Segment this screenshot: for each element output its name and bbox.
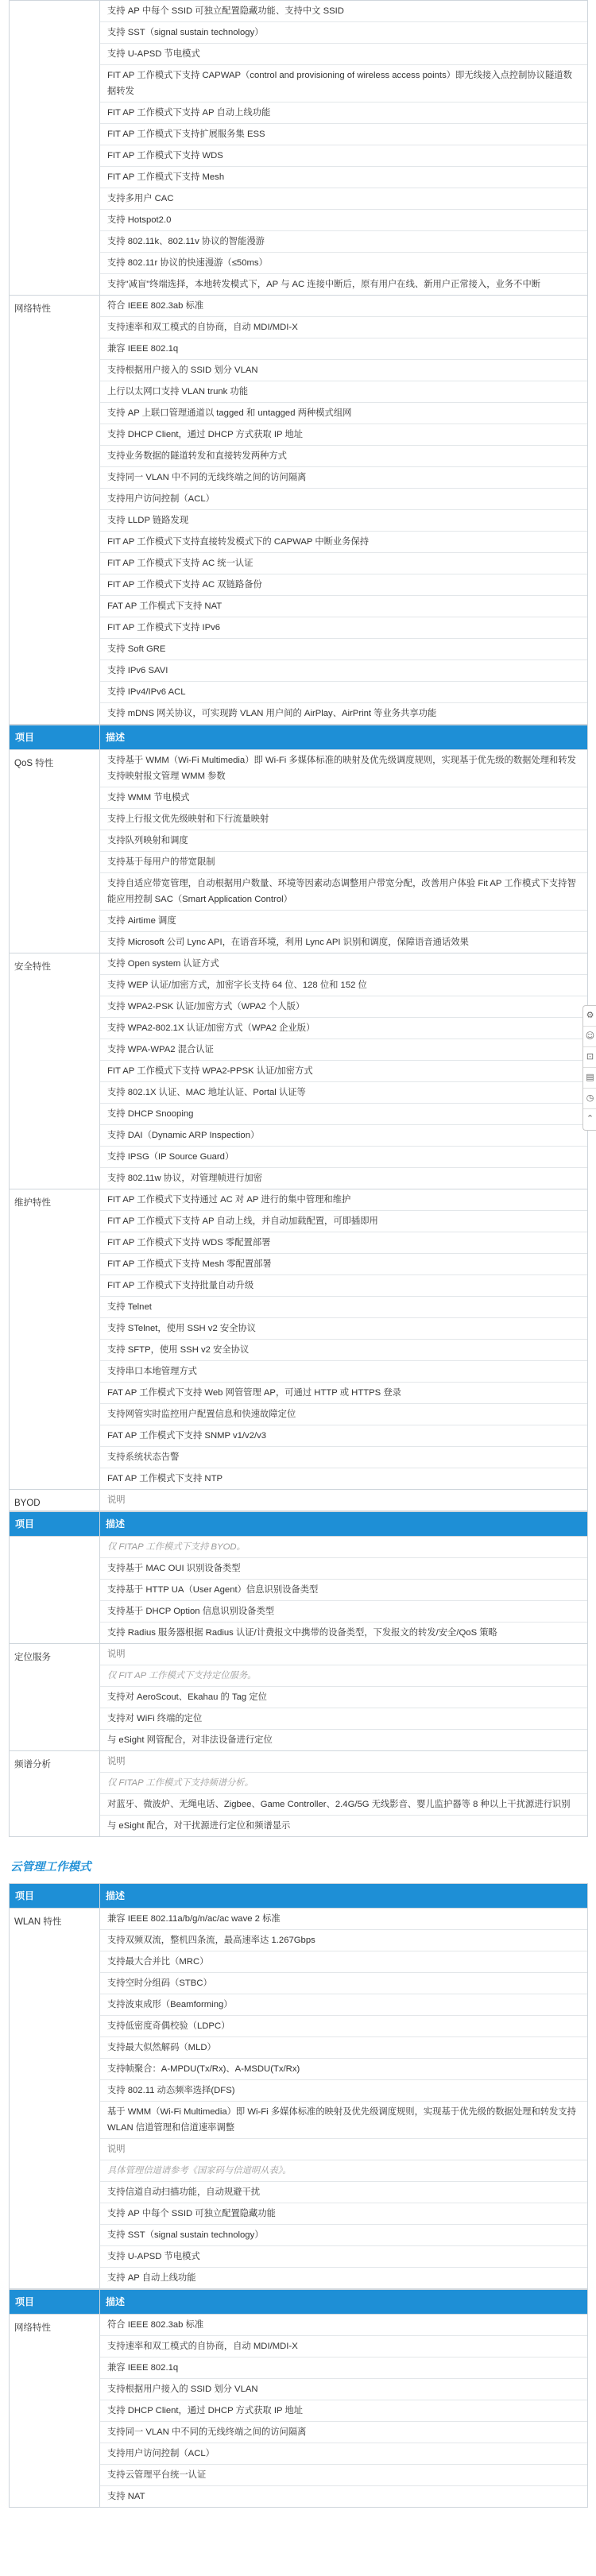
value-line: 支持 IPv4/IPv6 ACL: [100, 682, 587, 703]
table-row: [10, 1189, 588, 1490]
value-line: 支持系统状态告警: [100, 1447, 587, 1468]
value-line: 兼容 IEEE 802.1q: [100, 2357, 587, 2379]
row-value: [100, 2315, 588, 2508]
value-line: 支持基于 WMM（Wi-Fi Multimedia）即 Wi-Fi 多媒体标准的映射及优先级调度规则，实现基于优先级的数据处理和转发支持映射报文管理 WMM 参数: [100, 750, 587, 787]
value-line: FAT AP 工作模式下支持 Web 网管管理 AP，可通过 HTTP 或 HTTPS 登录: [100, 1383, 587, 1404]
value-line: 支持低密度奇偶校验（LDPC）: [100, 2016, 587, 2037]
value-line: 支持最大合并比（MRC）: [100, 1951, 587, 1973]
row-key: 定位服务: [10, 1644, 100, 1751]
table-row: [10, 296, 588, 725]
clock-icon[interactable]: ◷: [583, 1089, 596, 1109]
value-line: 支持 Soft GRE: [100, 639, 587, 660]
value-line: 支持 WMM 节电模式: [100, 787, 587, 809]
floating-toolbar: [582, 1005, 596, 1131]
row-value: [100, 1909, 588, 2289]
note-text: 仅 FIT AP 工作模式下支持定位服务。: [100, 1665, 587, 1687]
value-line: 支持基于 DHCP Option 信息识别设备类型: [100, 1601, 587, 1623]
spec-table: [9, 2289, 588, 2508]
value-line: 支持 WPA2-802.1X 认证/加密方式（WPA2 企业版）: [100, 1018, 587, 1039]
value-line: 兼容 IEEE 802.1q: [100, 338, 587, 360]
value-line: 支持 WEP 认证/加密方式，加密字长支持 64 位、128 位和 152 位: [100, 975, 587, 996]
row-value: [100, 1189, 588, 1490]
table-row: [10, 1909, 588, 2289]
value-line: FIT AP 工作模式下支持 AC 统一认证: [100, 553, 587, 574]
value-line: 支持业务数据的隧道转发和直接转发两种方式: [100, 446, 587, 467]
row-value: [100, 1644, 588, 1751]
value-line: 支持 802.11w 协议，对管理帧进行加密: [107, 1174, 263, 1183]
value-line: 支持 802.11k、802.11v 协议的智能漫游: [100, 231, 587, 253]
header-description: 描述: [100, 1512, 588, 1537]
header-item: 项目: [10, 725, 100, 750]
row-key: WLAN 特性: [10, 1909, 100, 2289]
header-item: 项目: [10, 1512, 100, 1537]
value-line: 支持根据用户接入的 SSID 划分 VLAN: [100, 360, 587, 381]
value-line: FIT AP 工作模式下支持扩展服务集 ESS: [100, 124, 587, 145]
value-line: 支持速率和双工模式的自协商，自动 MDI/MDI-X: [100, 317, 587, 338]
value-line: 支持队列映射和调度: [100, 830, 587, 852]
value-line: 支持速率和双工模式的自协商，自动 MDI/MDI-X: [100, 2336, 587, 2357]
note-text: 具体管理信道请参考《国家码与信道明从表》。: [100, 2160, 587, 2182]
value-line: 支持根据用户接入的 SSID 划分 VLAN: [100, 2379, 587, 2400]
value-line: 支持用户访问控制（ACL）: [100, 489, 587, 510]
document-icon[interactable]: ▤: [583, 1068, 596, 1089]
value-line: 支持 802.11r 协议的快速漫游（≤50ms）: [100, 253, 587, 274]
table-header-row: [10, 725, 588, 750]
value-line: 支持 NAT: [107, 2492, 145, 2501]
value-line: 支持对 AeroScout、Ekahau 的 Tag 定位: [100, 1687, 587, 1708]
table-row: [10, 750, 588, 953]
table-row: [10, 953, 588, 1189]
settings-icon[interactable]: ⚙: [583, 1006, 596, 1027]
spec-table: [9, 1883, 588, 2289]
value-line: FIT AP 工作模式下支持 IPv6: [100, 617, 587, 639]
value-line: 支持 AP 上联口管理通道以 tagged 和 untagged 两种模式组网: [100, 403, 587, 424]
value-line: 支持 Airtime 调度: [100, 911, 587, 932]
value-line: 支持同一 VLAN 中不同的无线终端之间的访问隔离: [100, 2422, 587, 2443]
row-value: [100, 1751, 588, 1837]
header-description: 描述: [100, 2290, 588, 2315]
value-line: 支持 WPA2-PSK 认证/加密方式（WPA2 个人版）: [100, 996, 587, 1018]
value-line: 支持信道自动扫描功能，自动规避干扰: [100, 2182, 587, 2203]
value-line: 支持 STelnet，使用 SSH v2 安全协议: [100, 1318, 587, 1340]
value-line: 支持 Telnet: [100, 1297, 587, 1318]
value-line: 支持波束成形（Beamforming）: [100, 1994, 587, 2016]
value-line: FIT AP 工作模式下支持 WDS: [100, 145, 587, 167]
value-line: 基于 WMM（Wi-Fi Multimedia）即 Wi-Fi 多媒体标准的映射及优先级调度规则，实现基于优先级的数据处理和转发支持 WLAN 信道管理和信道速率调整: [100, 2102, 587, 2139]
spec-table: [9, 1511, 588, 1837]
spec-table: [9, 725, 588, 1511]
value-line: 兼容 IEEE 802.11a/b/g/n/ac/ac wave 2 标准: [100, 1909, 587, 1930]
value-line: 支持 AP 中每个 SSID 可独立配置隐藏功能: [100, 2203, 587, 2225]
value-line: FIT AP 工作模式下支持 WPA2-PPSK 认证/加密方式: [100, 1061, 587, 1082]
value-line: 支持 Radius 服务器根据 Radius 认证/计费报文中携带的设备类型，下发报文的转发/安全/QoS 策略: [107, 1628, 497, 1638]
value-line: 支持同一 VLAN 中不同的无线终端之间的访问隔离: [100, 467, 587, 489]
value-line: 支持"减盲"终端选择，本地转发模式下，AP 与 AC 连接中断后，原有用户在线、新用户正常接入，业务不中断: [107, 280, 541, 289]
header-description: 描述: [100, 1884, 588, 1909]
spec-document: [9, 0, 594, 2508]
value-line: 支持空时分组码（STBC）: [100, 1973, 587, 1994]
row-key: 安全特性: [10, 953, 100, 1189]
value-line: 支持 IPSG（IP Source Guard）: [100, 1147, 587, 1168]
value-line: 对蓝牙、微波炉、无绳电话、Zigbee、Game Controller、2.4G/5G 无线影音、婴儿监护器等 8 种以上干扰源进行识别: [100, 1794, 587, 1816]
value-line: 符合 IEEE 802.3ab 标准: [100, 2315, 587, 2336]
value-line: 支持基于每用户的带宽限制: [100, 852, 587, 873]
row-key: 网络特性: [10, 296, 100, 725]
value-line: 上行以太网口支持 VLAN trunk 功能: [100, 381, 587, 403]
row-value: [100, 953, 588, 1189]
table-header-row: [10, 1512, 588, 1537]
table-row: [10, 1, 588, 296]
value-line: FIT AP 工作模式下支持通过 AC 对 AP 进行的集中管理和维护: [100, 1189, 587, 1211]
value-line: 支持 U-APSD 节电模式: [100, 44, 587, 65]
row-value: [100, 296, 588, 725]
row-value: [100, 1490, 588, 1511]
row-value: [100, 750, 588, 953]
value-line: FIT AP 工作模式下支持 AC 双链路备份: [100, 574, 587, 596]
value-line: 支持上行报文优先级映射和下行流量映射: [100, 809, 587, 830]
user-icon[interactable]: ☺: [583, 1027, 596, 1047]
value-line: 支持 Microsoft 公司 Lync API，在语音环境，利用 Lync API 识别和调度，保障语音通话效果: [107, 938, 469, 947]
note-label: 说明: [107, 1495, 126, 1505]
value-line: 支持 DHCP Snooping: [100, 1104, 587, 1125]
row-key: 网络特性: [10, 2315, 100, 2508]
row-value: [100, 1, 588, 296]
value-line: 与 eSight 配合，对干扰源进行定位和频谱显示: [107, 1821, 291, 1831]
table-row: [10, 1537, 588, 1644]
table-header-row: [10, 1884, 588, 1909]
value-line: 与 eSight 网管配合，对非法设备进行定位: [107, 1735, 273, 1745]
value-line: 支持 U-APSD 节电模式: [100, 2246, 587, 2268]
value-line: 支持云管理平台统一认证: [100, 2465, 587, 2486]
spec-table: [9, 0, 588, 725]
row-key: 频谱分析: [10, 1751, 100, 1837]
note-text: 仅 FITAP 工作模式下支持频谱分析。: [100, 1773, 587, 1794]
value-line: 支持自适应带宽管理，自动根据用户数量、环境等因素动态调整用户带宽分配，改善用户体验 Fit AP 工作模式下支持智能应用控制 SAC（Smart Application Control）: [100, 873, 587, 911]
value-line: 支持串口本地管理方式: [100, 1361, 587, 1383]
value-line: FIT AP 工作模式下支持 Mesh 零配置部署: [100, 1254, 587, 1275]
value-line: 支持基于 HTTP UA（User Agent）信息识别设备类型: [100, 1580, 587, 1601]
value-line: FAT AP 工作模式下支持 SNMP v1/v2/v3: [100, 1425, 587, 1447]
table-row: [10, 1644, 588, 1751]
row-key: [10, 1537, 100, 1644]
header-description: 描述: [100, 725, 588, 750]
value-line: FIT AP 工作模式下支持 Mesh: [100, 167, 587, 188]
value-line: 支持 WPA-WPA2 混合认证: [100, 1039, 587, 1061]
header-item: 项目: [10, 2290, 100, 2315]
value-line: 支持 802.11 动态频率选择(DFS): [100, 2080, 587, 2102]
header-item: 项目: [10, 1884, 100, 1909]
value-line: FIT AP 工作模式下支持直接转发模式下的 CAPWAP 中断业务保持: [100, 532, 587, 553]
value-line: FIT AP 工作模式下支持批量自动升级: [100, 1275, 587, 1297]
value-line: 支持 SFTP，使用 SSH v2 安全协议: [100, 1340, 587, 1361]
row-key: BYOD: [10, 1490, 100, 1511]
table-row: [10, 1751, 588, 1837]
value-line: 支持 DAI（Dynamic ARP Inspection）: [100, 1125, 587, 1147]
top-icon[interactable]: ⌃: [586, 1113, 594, 1124]
value-line: 支持多用户 CAC: [100, 188, 587, 210]
table-row: [10, 1490, 588, 1511]
row-key: QoS 特性: [10, 750, 100, 953]
value-line: FIT AP 工作模式下支持 AP 自动上线功能: [100, 102, 587, 124]
note-label: 说明: [100, 1751, 587, 1773]
value-line: 支持 DHCP Client，通过 DHCP 方式获取 IP 地址: [100, 2400, 587, 2422]
row-key: 维护特性: [10, 1189, 100, 1490]
value-line: 支持 LLDP 链路发现: [100, 510, 587, 532]
value-line: 支持 Hotspot2.0: [100, 210, 587, 231]
table-row: [10, 2315, 588, 2508]
value-line: FAT AP 工作模式下支持 NTP: [107, 1474, 223, 1483]
value-line: FIT AP 工作模式下支持 CAPWAP（control and provisioning of wireless access points）即无线接入点控制协议隧道数据转发: [100, 65, 587, 102]
value-line: 支持 SST（signal sustain technology）: [100, 2225, 587, 2246]
value-line: FAT AP 工作模式下支持 NAT: [100, 596, 587, 617]
value-line: 支持 IPv6 SAVI: [100, 660, 587, 682]
note-label: 说明: [100, 1644, 587, 1665]
value-line: 支持基于 MAC OUI 识别设备类型: [100, 1558, 587, 1580]
value-line: 支持双频双流，整机四条流，最高速率达 1.267Gbps: [100, 1930, 587, 1951]
value-line: FIT AP 工作模式下支持 WDS 零配置部署: [100, 1232, 587, 1254]
value-line: 支持 AP 中每个 SSID 可独立配置隐藏功能、支持中文 SSID: [100, 1, 587, 22]
value-line: 支持 Open system 认证方式: [100, 953, 587, 975]
note-text: 仅 FITAP 工作模式下支持 BYOD。: [100, 1537, 587, 1558]
row-value: [100, 1537, 588, 1644]
value-line: 支持帧聚合：A-MPDU(Tx/Rx)、A-MSDU(Tx/Rx): [100, 2059, 587, 2080]
value-line: 支持 802.1X 认证、MAC 地址认证、Portal 认证等: [100, 1082, 587, 1104]
value-line: 支持 mDNS 网关协议，可实现跨 VLAN 用户间的 AirPlay、AirPrint 等业务共享功能: [107, 709, 437, 718]
cart-icon[interactable]: ⊡: [583, 1047, 596, 1068]
section-title: 云管理工作模式: [10, 1861, 91, 1874]
value-line: 支持对 WiFi 终端的定位: [100, 1708, 587, 1730]
value-line: 支持网管实时监控用户配置信息和快速故障定位: [100, 1404, 587, 1425]
value-line: 支持 AP 自动上线功能: [107, 2273, 196, 2283]
value-line: 支持 DHCP Client，通过 DHCP 方式获取 IP 地址: [100, 424, 587, 446]
value-line: 支持最大似然解码（MLD）: [100, 2037, 587, 2059]
table-header-row: [10, 2290, 588, 2315]
value-line: 符合 IEEE 802.3ab 标准: [100, 296, 587, 317]
note-label: 说明: [100, 2139, 587, 2160]
value-line: 支持用户访问控制（ACL）: [100, 2443, 587, 2465]
row-key: [10, 1, 100, 296]
value-line: FIT AP 工作模式下支持 AP 自动上线，并自动加载配置，可即插即用: [100, 1211, 587, 1232]
value-line: 支持 SST（signal sustain technology）: [100, 22, 587, 44]
